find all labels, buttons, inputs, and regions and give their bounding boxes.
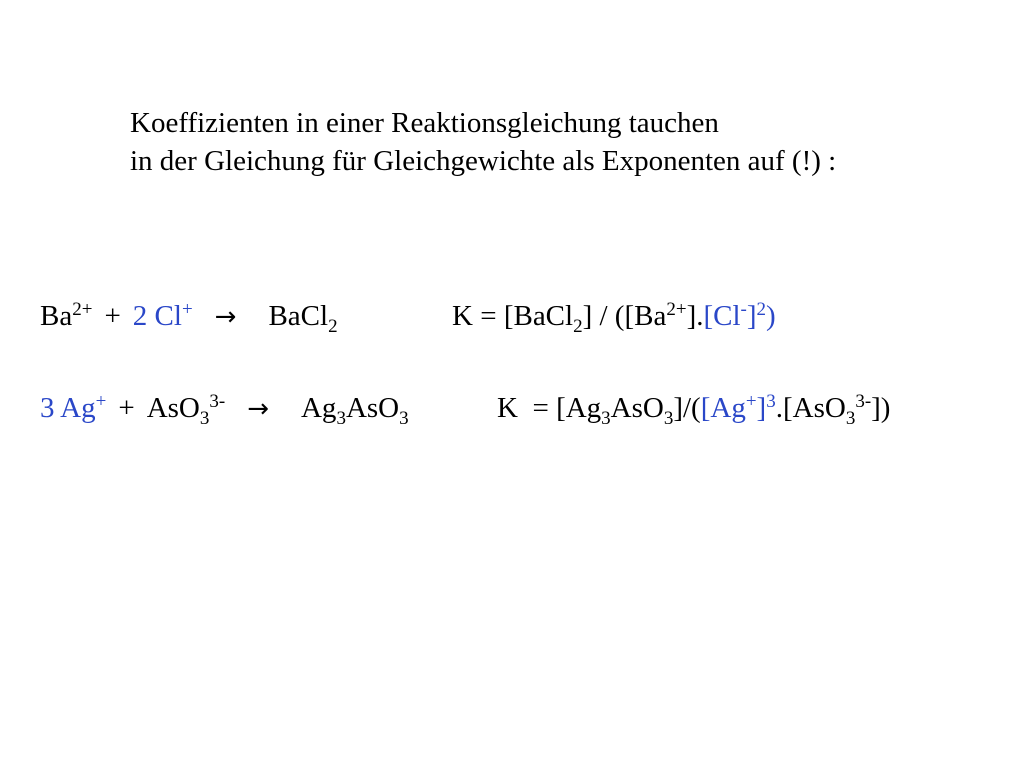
intro-line-1: Koeffizienten in einer Reaktionsgleichung tauchen — [130, 107, 719, 139]
cl-term: 2 Cl+ — [132, 299, 193, 332]
reaction-arrow-icon: → — [214, 302, 237, 332]
equation-2 — [40, 391, 891, 429]
equilibrium-constant-2: $K = [Ag_3AsO_3]/([Ag^+]^3.[AsO_3^{3-}])$ — [497, 391, 891, 429]
product-ag3aso3: $Ag_3AsO_3$ — [300, 392, 409, 429]
ag-term: 3 Ag+ — [40, 391, 107, 424]
intro-line-2: in der Gleichung für Gleichgewichte als Exponenten auf (!) : — [130, 145, 837, 177]
plus-sign: + — [104, 300, 121, 332]
equation-1 — [40, 299, 776, 337]
plus-sign: + — [118, 392, 135, 424]
cl-concentration-term: $[Cl^-]^2$) — [703, 299, 776, 332]
ag-concentration-term: $[Ag^+]^3$ — [700, 391, 776, 424]
product-bacl2: BaCl$_2$ — [268, 300, 338, 337]
equilibrium-constant-1: K = [BaCl$_2$] / $([Ba^{2+}].[Cl^-]^2)$ — [452, 299, 776, 337]
ba-ion: $Ba^{2+}$ — [40, 299, 93, 332]
aso3-ion: AsO$_3^{3-}$ — [146, 391, 226, 429]
intro-text — [130, 104, 836, 180]
equation-2-reaction — [40, 391, 409, 429]
equation-1-reaction — [40, 299, 338, 337]
reaction-arrow-icon: → — [247, 394, 269, 424]
